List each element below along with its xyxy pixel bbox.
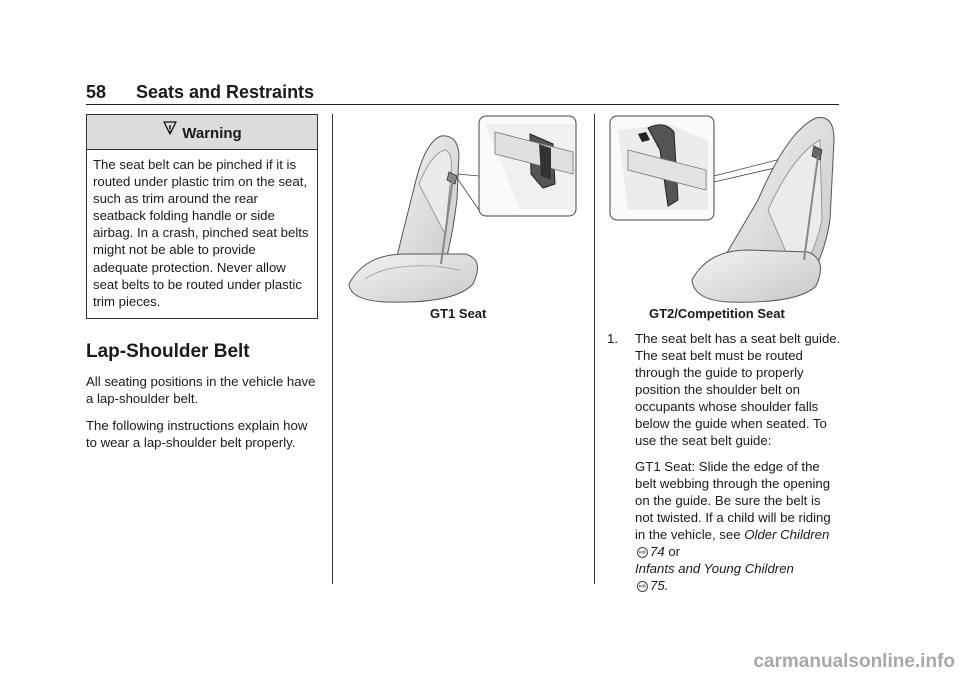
paragraph-1: All seating positions in the vehicle have a lap-shoulder belt. xyxy=(86,373,316,406)
link-infants-page: 75 xyxy=(650,578,665,593)
page-number: 58 xyxy=(86,82,107,102)
link-infants-title: Infants and Young Children xyxy=(635,561,794,576)
gt1-instruction xyxy=(607,458,842,594)
list-item xyxy=(607,330,842,449)
gt2-caption: GT2/Competition Seat xyxy=(649,306,785,321)
gt1-seat-illustration xyxy=(345,114,580,306)
step-number: 1. xyxy=(607,331,618,346)
watermark: carmanualsonline.info xyxy=(753,651,955,672)
or-text: or xyxy=(668,544,681,559)
step-text: The seat belt has a seat belt guide. The seat belt must be routed through the guide to properly position the shoulder belt on occupants whose shoulder falls below the guide when seated. To use the seat belt guide: xyxy=(635,331,841,448)
column-divider xyxy=(594,114,595,584)
warning-icon xyxy=(162,113,178,151)
link-older-children-title: Older Children xyxy=(744,527,830,542)
warning-box xyxy=(86,114,318,319)
paragraph-2: The following instructions explain how to wear a lap-shoulder belt properly. xyxy=(86,417,308,450)
gt2-seat-illustration xyxy=(608,110,840,305)
left-column xyxy=(86,114,318,461)
page-header xyxy=(86,80,839,105)
warning-text: The seat belt can be pinched if it is routed under plastic trim on the seat, such as trim around the rear seatback folding handle or side airbag. In a crash, pinched seat belts might not be able to provide adequate protection. Never allow seat belts to be routed under plastic trim pieces. xyxy=(93,157,309,309)
link-infants[interactable]: Infants and Young Children ⇨ 75. xyxy=(635,561,794,593)
warning-title: Warning xyxy=(182,125,242,142)
section-title: Seats and Restraints xyxy=(136,82,315,102)
gt1-instruction-text: GT1 Seat: Slide the edge of the belt webbing through the opening on the guide. Be sure the belt is not twisted. If a child will be riding in the vehicle, see xyxy=(635,459,831,542)
warning-header xyxy=(87,115,317,150)
section-heading: Lap-Shoulder Belt xyxy=(86,340,250,362)
link-older-children-page: 74 xyxy=(650,544,665,559)
instructions xyxy=(607,330,842,594)
gt1-caption: GT1 Seat xyxy=(430,306,487,321)
column-divider xyxy=(332,114,333,584)
page-ref-icon: ⇨ xyxy=(638,581,647,591)
page-ref-icon: ⇨ xyxy=(638,547,647,557)
